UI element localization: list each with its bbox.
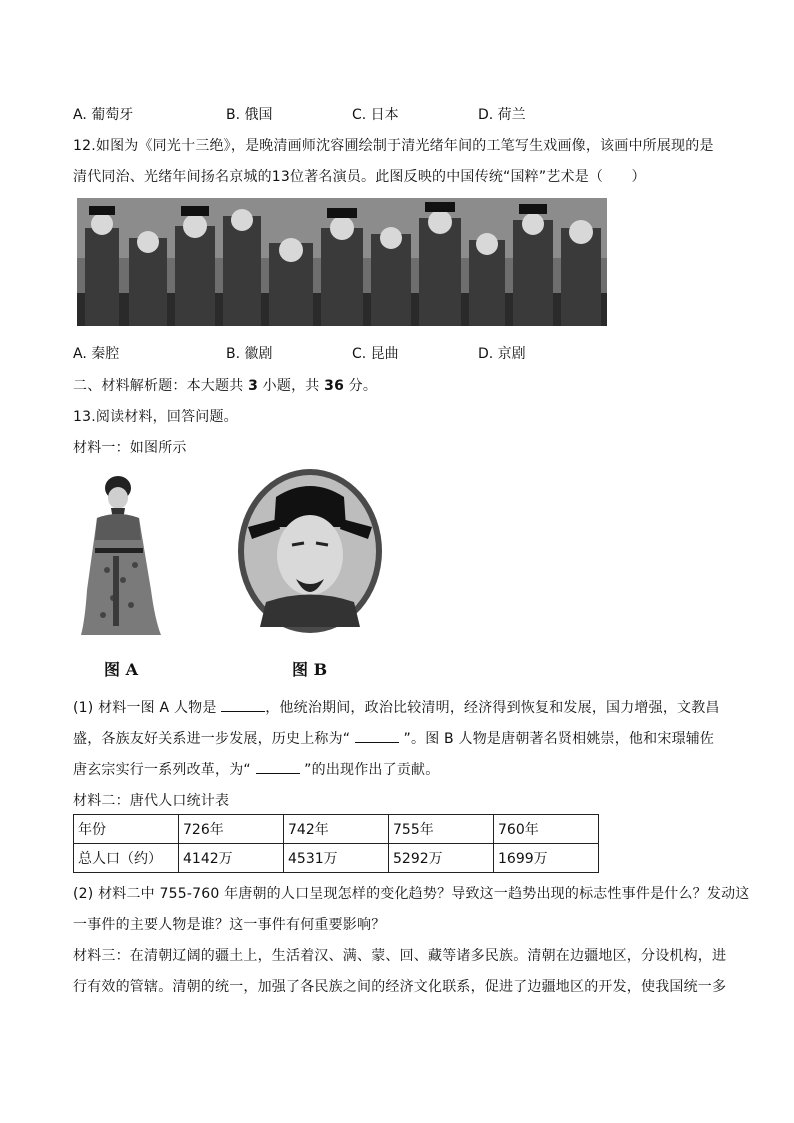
q13-part2-line1: (2) 材料二中 755-760 年唐朝的人口呈现怎样的变化趋势？导致这一趋势出现的标志性事件是什么？发动这 [73, 886, 750, 902]
q12-option-a: A. 秦腔 [73, 346, 120, 362]
q13-material1-label: 材料一：如图所示 [73, 440, 187, 456]
q11-option-d: D. 荷兰 [478, 107, 526, 123]
table-cell: 4531万 [284, 844, 389, 873]
figure-b-yao-chong-portrait [236, 467, 384, 635]
table-row [74, 815, 599, 844]
q13-part2-line2: 一事件的主要人物是谁？这一事件有何重要影响？ [73, 917, 386, 933]
q13-material3-line1: 材料三：在清朝辽阔的疆土上，生活着汉、满、蒙、回、藏等诸多民族。清朝在边疆地区，分设机构，进 [73, 948, 727, 964]
figure-b-label: 图 B [292, 660, 328, 679]
figure-a-label: 图 A [104, 660, 138, 679]
table-cell: 5292万 [389, 844, 494, 873]
table-cell: 年份 [74, 815, 179, 844]
q11-option-b: B. 俄国 [226, 107, 273, 123]
table-row [74, 844, 599, 873]
q11-option-c: C. 日本 [352, 107, 399, 123]
table-cell: 742年 [284, 815, 389, 844]
q13-material2-label: 材料二：唐代人口统计表 [73, 793, 230, 809]
answer-blank-1[interactable] [221, 699, 265, 712]
q13-title: 13.阅读材料，回答问题。 [73, 409, 238, 425]
q12-opera-painting [77, 198, 607, 326]
q13-part1-line3: 唐玄宗实行一系列改革，为“ ”的出现作出了贡献。 [73, 762, 440, 778]
answer-blank-3[interactable] [256, 761, 300, 774]
table-cell: 726年 [179, 815, 284, 844]
q13-material3-line2: 行有效的管辖。清朝的统一，加强了各民族之间的经济文化联系，促进了边疆地区的开发，使我国统一多 [73, 979, 727, 995]
section2-heading: 二、材料解析题：本大题共 3 小题，共 36 分。 [73, 378, 378, 394]
q13-part1-line2: 盛，各族友好关系进一步发展，历史上称为“ ”。图 B 人物是唐朝著名贤相姚崇，他和宋璟辅佐 [73, 731, 715, 747]
q12-stem-line1: 12.如图为《同光十三绝》，是晚清画师沈容圃绘制于清光绪年间的工笔写生戏画像，该画中所展现的是 [73, 138, 714, 154]
tang-population-table [73, 814, 599, 873]
answer-blank-2[interactable] [355, 730, 399, 743]
figure-a-emperor-image [73, 470, 168, 640]
q12-option-d: D. 京剧 [478, 346, 526, 362]
table-cell: 755年 [389, 815, 494, 844]
table-cell: 760年 [494, 815, 599, 844]
table-cell: 总人口（约） [74, 844, 179, 873]
q12-option-b: B. 徽剧 [226, 346, 273, 362]
q12-option-c: C. 昆曲 [352, 346, 399, 362]
table-cell: 4142万 [179, 844, 284, 873]
q12-stem-line2: 清代同治、光绪年间扬名京城的13位著名演员。此图反映的中国传统“国粹”艺术是（ ） [73, 169, 646, 185]
q13-part1-line1: (1) 材料一图 A 人物是 ，他统治期间，政治比较清明，经济得到恢复和发展，国力增强，文教昌 [73, 700, 720, 716]
q11-option-a: A. 葡萄牙 [73, 107, 134, 123]
table-cell: 1699万 [494, 844, 599, 873]
